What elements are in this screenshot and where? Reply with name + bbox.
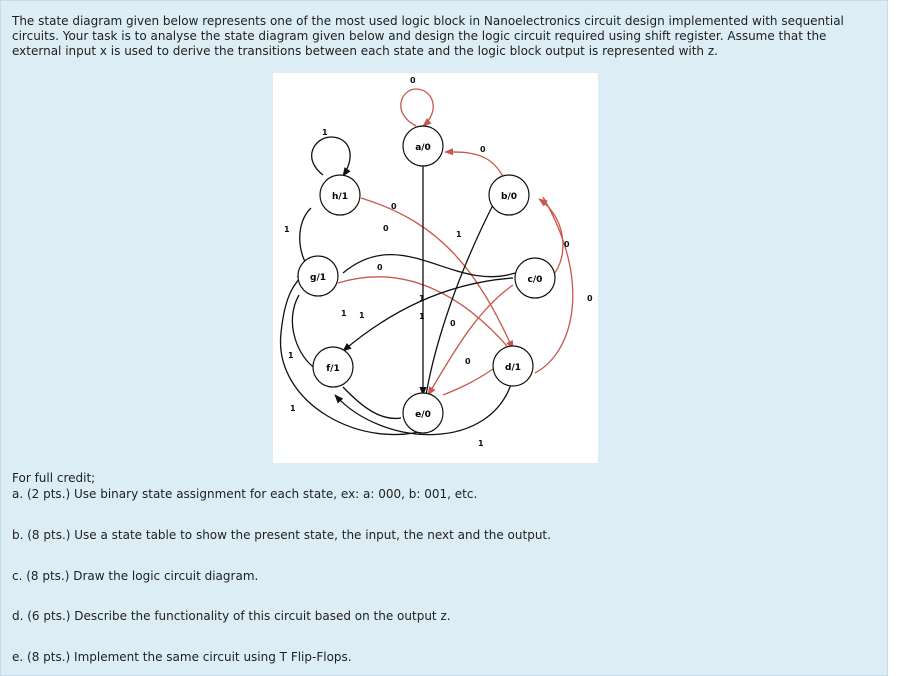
state-g-label: g/1 xyxy=(310,273,326,283)
edge-label: 0 xyxy=(480,145,486,154)
edge-label: 1 xyxy=(419,312,425,321)
state-h xyxy=(320,175,360,215)
edge-label: 1 xyxy=(284,225,290,234)
edge-a-self xyxy=(401,89,433,126)
edge-label: 0 xyxy=(564,240,570,249)
state-b-label: b/0 xyxy=(501,192,517,202)
intro-text: The state diagram given below represents one of the most used logic block in Nanoelectronics circuit design implemented with sequential circuits. Your task is to analyse the state diagram given below and design the logic circuit required using shift register. Assume that the external input x is used to derive the transitions between each state and the logic block output is represented with z. xyxy=(12,14,844,58)
task-c: c. (8 pts.) Draw the logic circuit diagram. xyxy=(12,569,259,583)
state-e-label: e/0 xyxy=(415,410,431,420)
task-b: b. (8 pts.) Use a state table to show the present state, the input, the next and the output. xyxy=(12,528,551,542)
state-e xyxy=(403,393,443,433)
edge-label: 1 xyxy=(341,309,347,318)
edge-label: 1 xyxy=(359,311,365,320)
state-b xyxy=(489,175,529,215)
edge-label: 1 xyxy=(478,439,484,448)
state-d xyxy=(493,346,533,386)
state-diagram-svg xyxy=(273,73,598,463)
state-a xyxy=(403,126,443,166)
edge-label: 0 xyxy=(391,202,397,211)
edge-h-self xyxy=(312,137,350,176)
state-d-label: d/1 xyxy=(505,363,521,373)
task-d: d. (6 pts.) Describe the functionality of this circuit based on the output z. xyxy=(12,609,451,623)
edge-label: 0 xyxy=(465,357,471,366)
state-f xyxy=(313,347,353,387)
edge-label: 1 xyxy=(322,128,328,137)
task-a: a. (2 pts.) Use binary state assignment for each state, ex: a: 000, b: 001, etc. xyxy=(12,487,478,501)
edge-h-d xyxy=(361,198,513,349)
edge-label: 1 xyxy=(290,404,296,413)
page-margin xyxy=(888,0,902,676)
edge-label: 0 xyxy=(587,294,593,303)
edge-label: 0 xyxy=(410,76,416,85)
edge-c-f xyxy=(343,278,513,351)
state-c-label: c/0 xyxy=(527,275,543,285)
state-c xyxy=(515,258,555,298)
edge-d-e xyxy=(443,369,493,395)
state-a-label: a/0 xyxy=(415,143,431,153)
state-h-label: h/1 xyxy=(332,192,348,202)
state-f-label: f/1 xyxy=(326,364,340,374)
state-g xyxy=(298,256,338,296)
edge-label: 1 xyxy=(288,351,294,360)
task-e: e. (8 pts.) Implement the same circuit using T Flip-Flops. xyxy=(12,650,352,664)
edge-label: 0 xyxy=(383,224,389,233)
edge-label: 1 xyxy=(419,294,425,303)
edge-label: 0 xyxy=(377,263,383,272)
edge-g-f xyxy=(292,295,315,368)
credit-heading: For full credit; xyxy=(12,471,96,485)
edge-label: 0 xyxy=(450,319,456,328)
edge-f-e xyxy=(343,387,401,418)
edge-label: 1 xyxy=(456,230,462,239)
state-diagram xyxy=(273,73,598,463)
edge-g-c xyxy=(343,255,515,277)
